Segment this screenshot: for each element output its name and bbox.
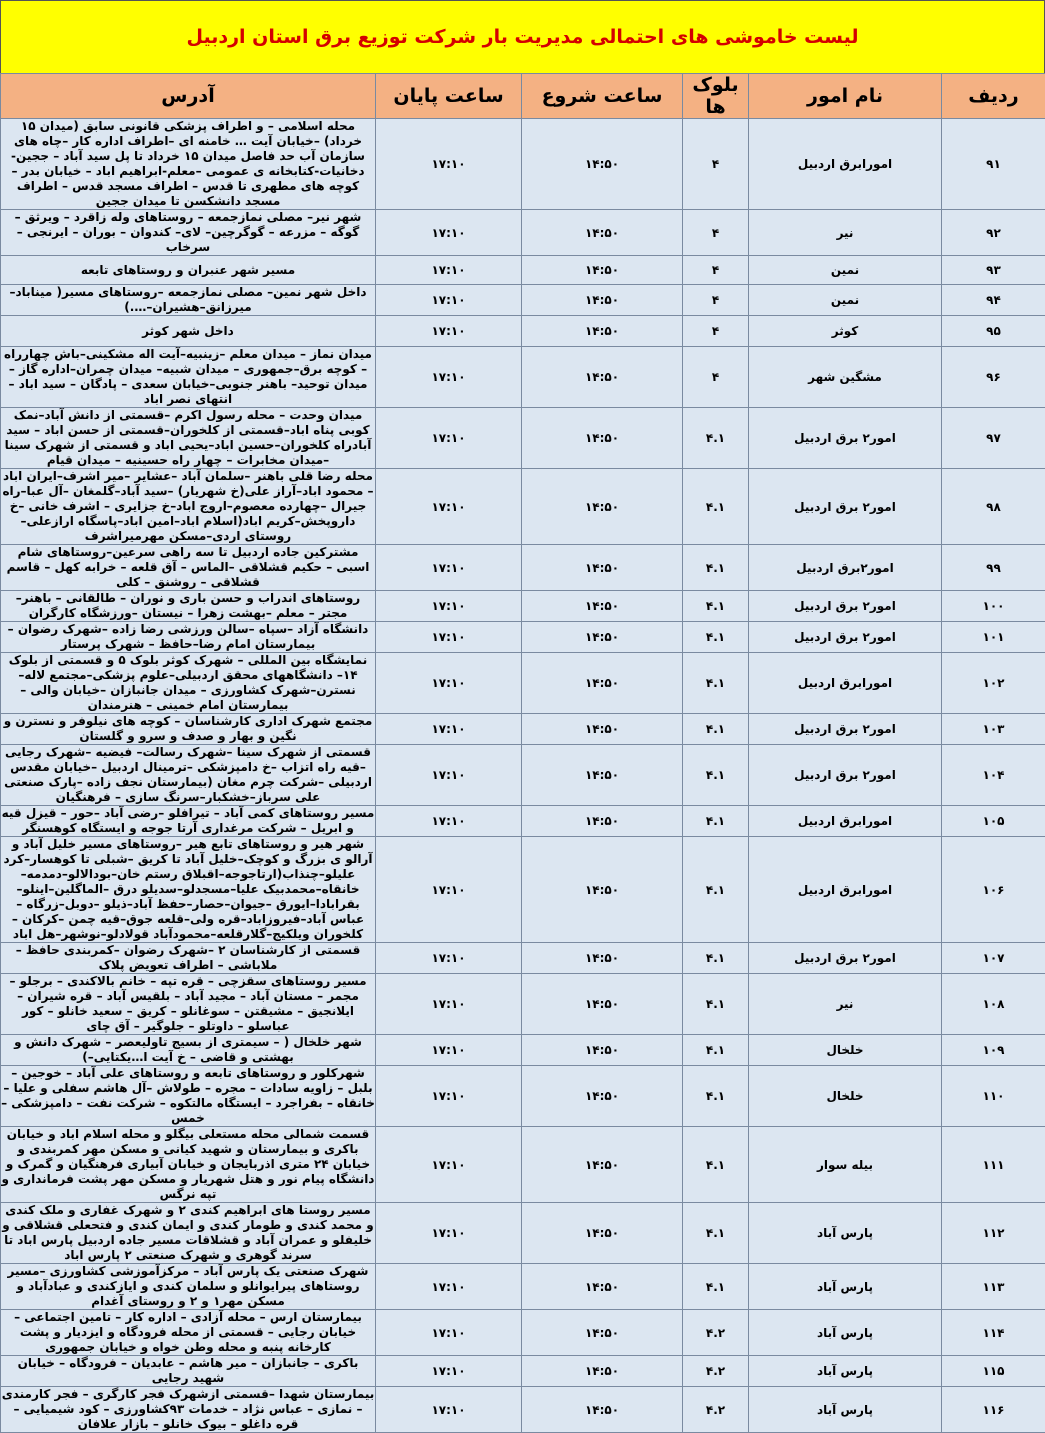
start-time-cell: ۱۴:۵۰ [522,653,683,714]
blocks-cell: ۴ [683,119,749,210]
blocks-cell: ۴.۱ [683,653,749,714]
page-title: لیست خاموشی های احتمالی مدیریت بار شرکت توزیع برق استان اردبیل [0,0,1045,74]
start-time-cell: ۱۴:۵۰ [522,1356,683,1387]
address-cell: باکری – جانبازان – میر هاشم – عابدیان – فرودگاه – خیابان شهید رجایی [1,1356,376,1387]
row-number-cell: ۹۷ [942,408,1045,469]
address-cell: مسیر شهر عنبران و روستاهای تابعه [1,256,376,285]
start-time-cell: ۱۴:۵۰ [522,210,683,256]
outage-table [0,73,1045,1433]
row-number-cell: ۹۳ [942,256,1045,285]
address-cell: مسیر روستا های ابراهیم کندی ۲ و شهرک غفاری و ملک کندی و محمد کندی و طومار کندی و ایمان کندی و فتحعلی قشلاقی و خلیفلو و عمران آباد و قشلاقات مسیر جاده اردبیل پارس اباد تا سرند گوهری و شهرک صنعتی ۲ پارس اباد [1,1203,376,1264]
blocks-cell: ۴.۱ [683,837,749,943]
office-cell: خلخال [749,1066,942,1127]
address-cell: بیمارستان شهدا –قسمتی ازشهرک فجر کارگری – فجر کارمندی – نمازی – عباس نژاد – خدمات ۹۳کشاورزی – کود شیمیایی – قره داغلو – بیوک خانلو – بازار علافان [1,1387,376,1433]
blocks-cell: ۴.۱ [683,714,749,745]
start-time-cell: ۱۴:۵۰ [522,622,683,653]
blocks-cell: ۴.۱ [683,469,749,545]
office-cell: پارس آباد [749,1387,942,1433]
table-row [1,256,1045,285]
office-cell: امور۲ برق اردبیل [749,591,942,622]
blocks-cell: ۴.۱ [683,408,749,469]
start-time-cell: ۱۴:۵۰ [522,256,683,285]
blocks-cell: ۴ [683,256,749,285]
end-time-cell: ۱۷:۱۰ [376,285,522,316]
row-number-cell: ۹۸ [942,469,1045,545]
end-time-cell: ۱۷:۱۰ [376,347,522,408]
end-time-cell: ۱۷:۱۰ [376,806,522,837]
end-time-cell: ۱۷:۱۰ [376,316,522,347]
row-number-cell: ۱۰۶ [942,837,1045,943]
end-time-cell: ۱۷:۱۰ [376,974,522,1035]
row-number-cell: ۱۰۳ [942,714,1045,745]
start-time-cell: ۱۴:۵۰ [522,974,683,1035]
table-row [1,1264,1045,1310]
table-row [1,1387,1045,1433]
start-time-cell: ۱۴:۵۰ [522,591,683,622]
table-row [1,408,1045,469]
blocks-cell: ۴.۱ [683,1035,749,1066]
office-cell: امور۲ برق اردبیل [749,745,942,806]
header-row-number: ردیف [942,74,1045,119]
table-row [1,1310,1045,1356]
table-row [1,545,1045,591]
office-cell: پارس آباد [749,1310,942,1356]
row-number-cell: ۱۱۵ [942,1356,1045,1387]
office-cell: امور۲ برق اردبیل [749,408,942,469]
office-cell: امورابرق اردبیل [749,806,942,837]
start-time-cell: ۱۴:۵۰ [522,1066,683,1127]
start-time-cell: ۱۴:۵۰ [522,943,683,974]
start-time-cell: ۱۴:۵۰ [522,1310,683,1356]
end-time-cell: ۱۷:۱۰ [376,1356,522,1387]
blocks-cell: ۴ [683,285,749,316]
office-cell: بیله سوار [749,1127,942,1203]
office-cell: پارس آباد [749,1356,942,1387]
end-time-cell: ۱۷:۱۰ [376,745,522,806]
start-time-cell: ۱۴:۵۰ [522,347,683,408]
row-number-cell: ۱۱۶ [942,1387,1045,1433]
start-time-cell: ۱۴:۵۰ [522,1035,683,1066]
table-row [1,119,1045,210]
address-cell: میدان نماز – میدان معلم –زینبیه–آیت اله مشکینی–باش چهارراه – کوچه برق–جمهوری – میدان شبیه– میدان چمران–اداره گاز – میدان توحید– باهنر جنوبی–خیابان سعدی – پادگان – سید اباد – انتهای نصر اباد [1,347,376,408]
blocks-cell: ۴.۲ [683,1310,749,1356]
office-cell: امورابرق اردبیل [749,837,942,943]
row-number-cell: ۹۴ [942,285,1045,316]
start-time-cell: ۱۴:۵۰ [522,316,683,347]
row-number-cell: ۱۰۴ [942,745,1045,806]
address-cell: مسیر روستاهای کمی آباد – تیرافلو –رضی آباد –حور – قیزل قیه و ابریل – شرکت مرغداری آرتا جوجه و ایستگاه کوهسنگر [1,806,376,837]
header-address: آدرس [1,74,376,119]
end-time-cell: ۱۷:۱۰ [376,1310,522,1356]
blocks-cell: ۴ [683,347,749,408]
row-number-cell: ۱۱۲ [942,1203,1045,1264]
address-cell: شهر هیر و روستاهای تابع هیر –روستاهای مسیر خلیل آباد و آرالو ی بزرگ و کوچک–خلیل آباد تا کریق –شبلی تا کوهسار–کرد علیلو–چنذاب(ارتاجوجه–اقبلاق رستم خان–بودالالو–دمدمه–خانقاه–محمدبیک علیا–مسجدلو–سدیلو درق –الماگلین–اینلو–بقرابادا–ایورق –جیوان–حصار–حفظ آباد–ذیلو –دوبل–زرگاه –عباس آباد–فیروزاباد–قره ولی–قلعه جوق–قیه چمن –کرکان –کلخوران ویلکیج–گلارقلعه–محمودآباد قولادلو–نوشهر–هل اباد [1,837,376,943]
header-row [1,74,1045,119]
table-row [1,974,1045,1035]
address-cell: شهر خلخال ( – سیمتری از بسیج تاولیعصر – شهرک دانش و بهشتی و قاضی – خ آیت ا…یکتایی–) [1,1035,376,1066]
table-row [1,316,1045,347]
end-time-cell: ۱۷:۱۰ [376,1387,522,1433]
end-time-cell: ۱۷:۱۰ [376,1264,522,1310]
row-number-cell: ۹۵ [942,316,1045,347]
office-cell: نمین [749,285,942,316]
table-row [1,1066,1045,1127]
blocks-cell: ۴.۱ [683,806,749,837]
row-number-cell: ۱۱۴ [942,1310,1045,1356]
start-time-cell: ۱۴:۵۰ [522,1264,683,1310]
table-row [1,285,1045,316]
end-time-cell: ۱۷:۱۰ [376,256,522,285]
office-cell: امور۲ برق اردبیل [749,714,942,745]
end-time-cell: ۱۷:۱۰ [376,119,522,210]
end-time-cell: ۱۷:۱۰ [376,622,522,653]
row-number-cell: ۱۱۰ [942,1066,1045,1127]
address-cell: مجتمع شهرک اداری کارشناسان – کوچه های نیلوفر و نسترن و نگین و بهار و صدف و سرو و گلستان [1,714,376,745]
office-cell: پارس آباد [749,1203,942,1264]
row-number-cell: ۱۰۰ [942,591,1045,622]
address-cell: شهرک صنعتی یک پارس آباد – مرکزآموزشی کشاورزی –مسیر روستاهای پیرایوانلو و سلمان کندی و ایازکندی و عبادآباد و مسکن مهر۱ و ۲ و روستای آغدام [1,1264,376,1310]
table-row [1,469,1045,545]
start-time-cell: ۱۴:۵۰ [522,545,683,591]
end-time-cell: ۱۷:۱۰ [376,591,522,622]
end-time-cell: ۱۷:۱۰ [376,469,522,545]
address-cell: قسمتی از کارشناسان ۲ –شهرک رضوان –کمربندی حافظ –ملاباشی – اطراف تعویض پلاک [1,943,376,974]
blocks-cell: ۴.۱ [683,622,749,653]
start-time-cell: ۱۴:۵۰ [522,745,683,806]
blocks-cell: ۴.۱ [683,745,749,806]
table-row [1,1356,1045,1387]
address-cell: داخل شهر کوثر [1,316,376,347]
table-row [1,210,1045,256]
office-cell: نیر [749,210,942,256]
blocks-cell: ۴.۱ [683,974,749,1035]
table-row [1,591,1045,622]
office-cell: نیر [749,974,942,1035]
blocks-cell: ۴.۱ [683,1127,749,1203]
row-number-cell: ۱۰۷ [942,943,1045,974]
table-row [1,837,1045,943]
header-office: نام امور [749,74,942,119]
blocks-cell: ۴.۲ [683,1387,749,1433]
table-row [1,943,1045,974]
end-time-cell: ۱۷:۱۰ [376,1035,522,1066]
row-number-cell: ۱۰۵ [942,806,1045,837]
table-row [1,622,1045,653]
address-cell: محله اسلامی – و اطراف پزشکی قانونی سابق (میدان ۱۵ خرداد) –خیابان آیت … خامنه ای –اطراف اداره کار –چاه های سازمان آب حد فاصل میدان ۱۵ خرداد تا پل سید آباد – ججین-دخانیات-کتابخانه ی عمومی –معلم-ابراهیم اباد – خیابان بدر – کوچه های مطهری تا قدس – اطراف مسجد قدس – اطراف مسجد دانشکسن تا میدان ججین [1,119,376,210]
table-row [1,745,1045,806]
row-number-cell: ۹۲ [942,210,1045,256]
row-number-cell: ۱۱۱ [942,1127,1045,1203]
row-number-cell: ۱۰۸ [942,974,1045,1035]
start-time-cell: ۱۴:۵۰ [522,285,683,316]
address-cell: بیمارستان ارس – محله آزادی – اداره کار – تامین اجتماعی – خیابان رجایی – قسمتی از محله فرودگاه و ایزدیار و پشت کارخانه پنبه و محله وطن خواه و خیابان جمهوری [1,1310,376,1356]
office-cell: امور۲ برق اردبیل [749,469,942,545]
row-number-cell: ۱۰۱ [942,622,1045,653]
office-cell: امور۲ برق اردبیل [749,622,942,653]
end-time-cell: ۱۷:۱۰ [376,714,522,745]
table-row [1,347,1045,408]
start-time-cell: ۱۴:۵۰ [522,1203,683,1264]
end-time-cell: ۱۷:۱۰ [376,210,522,256]
header-start-time: ساعت شروع [522,74,683,119]
address-cell: قسمت شمالی محله مستعلی بیگلو و محله اسلام اباد و خیابان باکری و بیمارستان و شهید کیانی و مسکن مهر کمربندی و خیابان ۲۴ متری اذربایجان و خیابان آبیاری فرهنگیان و گمرک و دانشگاه پیام نور و هتل شهریار و مسکن مهر پشت فرمانداری و تپه نرگس [1,1127,376,1203]
blocks-cell: ۴ [683,210,749,256]
start-time-cell: ۱۴:۵۰ [522,408,683,469]
header-end-time: ساعت پایان [376,74,522,119]
address-cell: مسیر روستاهای سقزچی – قره تپه – خانم بالاکندی – برجلو – مجمر – مستان آباد – مجید آباد – بلقیس آباد – قره شیران – ایلانجیق – مشیقتن – سوغانلو – کریق – سعید خانلو – کور عباسلو – داوتلو – جلوگیر – آق چای [1,974,376,1035]
address-cell: نمایشگاه بین المللی – شهرک کوثر بلوک ۵ و قسمتی از بلوک ۱۴– دانشگاههای محقق اردبیلی–علوم پزشکی–مجتمع لاله–نسترن–شهرک کشاورزی – میدان جانبازان –خیابان والی – بیمارستان امام خمینی – هنرمندان [1,653,376,714]
table-row [1,1203,1045,1264]
start-time-cell: ۱۴:۵۰ [522,119,683,210]
table-row [1,1035,1045,1066]
address-cell: مشترکین جاده اردبیل تا سه راهی سرعین–روستاهای شام اسبی – حکیم قشلاقی –الماس – آق قلعه – خرابه کهل – قاسم قشلاقی – روشنق – کلی [1,545,376,591]
office-cell: امورابرق اردبیل [749,653,942,714]
address-cell: میدان وحدت – محله رسول اکرم –قسمتی از دانش آباد–نمک کوبی پناه اباد–قسمتی از کلخوران–قسمتی از حسن اباد – سید آبادراه کلخوران–حسین اباد–یحیی اباد و قسمتی از شهرک سینا –میدان مخابرات – چهار راه حسینیه – میدان قیام [1,408,376,469]
blocks-cell: ۴.۱ [683,591,749,622]
start-time-cell: ۱۴:۵۰ [522,837,683,943]
address-cell: قسمتی از شهرک سینا –شهرک رسالت– فیضیه –شهرک رجایی –قیه راه اتزاب –خ دامپزشکی –ترمینال اردبیل –خیابان مقدس اردبیلی –شرکت چرم مغان (بیمارستان نجف زاده –پارک صنعتی علی سرباز–خشکبار–سرنگ سازی – فرهنگیان [1,745,376,806]
blocks-cell: ۴.۱ [683,943,749,974]
row-number-cell: ۹۶ [942,347,1045,408]
row-number-cell: ۹۱ [942,119,1045,210]
table-row [1,714,1045,745]
end-time-cell: ۱۷:۱۰ [376,1203,522,1264]
office-cell: امور۲برق اردبیل [749,545,942,591]
row-number-cell: ۱۰۹ [942,1035,1045,1066]
end-time-cell: ۱۷:۱۰ [376,545,522,591]
office-cell: کوثر [749,316,942,347]
end-time-cell: ۱۷:۱۰ [376,837,522,943]
office-cell: نمین [749,256,942,285]
end-time-cell: ۱۷:۱۰ [376,943,522,974]
end-time-cell: ۱۷:۱۰ [376,1127,522,1203]
office-cell: خلخال [749,1035,942,1066]
address-cell: محله رضا قلی باهنر –سلمان آباد –عشایر –میر اشرف–ایران اباد – محمود اباد–آراز علی(خ شهریار) –سید آباد–گلمغان –آل عبا–راه جیرال –چهارده معصوم–اروج اباد–خ جزایری – اشرف خانی –خ داروپخش–کریم اباد(اسلام اباد–امین اباد–پاسگاه ارازعلی–روستای اردی–مسکن مهرمیراشرف [1,469,376,545]
office-cell: امور۲ برق اردبیل [749,943,942,974]
table-row [1,653,1045,714]
blocks-cell: ۴.۱ [683,545,749,591]
row-number-cell: ۱۱۳ [942,1264,1045,1310]
blocks-cell: ۴.۱ [683,1264,749,1310]
start-time-cell: ۱۴:۵۰ [522,469,683,545]
start-time-cell: ۱۴:۵۰ [522,806,683,837]
address-cell: شهرکلور و روستاهای تابعه و روستاهای علی آباد – خوجین – بلبل – زاویه سادات – مجره – طولاش –آل هاشم سفلی و علیا – خانقاه – بفراجرد – ایستگاه مالتکوه – شرکت نفت – دامپزشکی – خمس [1,1066,376,1127]
end-time-cell: ۱۷:۱۰ [376,653,522,714]
row-number-cell: ۹۹ [942,545,1045,591]
start-time-cell: ۱۴:۵۰ [522,1127,683,1203]
blocks-cell: ۴ [683,316,749,347]
blocks-cell: ۴.۱ [683,1203,749,1264]
header-blocks: بلوک ها [683,74,749,119]
address-cell: داخل شهر نمین– مصلی نمازجمعه –روستاهای مسیر( میناباد–میرزانق–هشیران–….) [1,285,376,316]
table-row [1,1127,1045,1203]
blocks-cell: ۴.۲ [683,1356,749,1387]
address-cell: شهر نیر– مصلی نمازجمعه – روستاهای وله زاقرد – ویرثق – گوگه – مزرعه – گوگرچین– لای– کندوان – بوران – ایرنجی – سرخاب [1,210,376,256]
end-time-cell: ۱۷:۱۰ [376,408,522,469]
office-cell: پارس آباد [749,1264,942,1310]
table-row [1,806,1045,837]
end-time-cell: ۱۷:۱۰ [376,1066,522,1127]
address-cell: دانشگاه آزاد –سپاه –سالن ورزشی رضا زاده –شهرک رضوان – بیمارستان امام رضا–حافظ – شهرک پرستار [1,622,376,653]
blocks-cell: ۴.۱ [683,1066,749,1127]
start-time-cell: ۱۴:۵۰ [522,714,683,745]
office-cell: مشگین شهر [749,347,942,408]
row-number-cell: ۱۰۲ [942,653,1045,714]
address-cell: روستاهای اندراب و حسن باری و نوران – طالقانی – باهنر– مجتر – معلم –بهشت زهرا – نیستان –ورزشگاه کارگران [1,591,376,622]
office-cell: امورابرق اردبیل [749,119,942,210]
start-time-cell: ۱۴:۵۰ [522,1387,683,1433]
